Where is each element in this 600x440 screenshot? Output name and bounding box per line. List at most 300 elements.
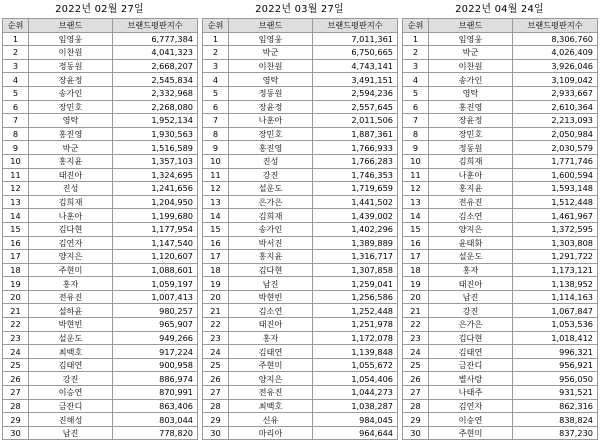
header-row [3, 19, 198, 33]
index-cell: 1,593,148 [513, 182, 598, 196]
rank-cell: 24 [3, 345, 29, 359]
table-row [3, 413, 198, 427]
rank-cell: 13 [403, 195, 429, 209]
index-cell: 2,030,579 [513, 141, 598, 155]
rank-cell: 24 [403, 345, 429, 359]
index-cell: 1,402,296 [313, 222, 398, 236]
rank-cell: 27 [403, 386, 429, 400]
brand-cell: 나훈아 [429, 168, 513, 182]
table-row [403, 358, 598, 372]
brand-cell: 진성 [229, 154, 313, 168]
index-cell: 1,259,041 [313, 277, 398, 291]
table-row [403, 413, 598, 427]
table-row [203, 46, 398, 60]
table-row [3, 86, 198, 100]
brand-cell: 남진 [429, 290, 513, 304]
brand-cell: 장민호 [429, 127, 513, 141]
rank-cell: 26 [403, 372, 429, 386]
table-row [403, 345, 598, 359]
index-cell: 1,120,607 [113, 250, 198, 264]
table-row [3, 141, 198, 155]
table-row [3, 46, 198, 60]
table-row [3, 195, 198, 209]
index-cell: 1,059,197 [113, 277, 198, 291]
brand-cell: 주현미 [429, 426, 513, 440]
brand-cell: 이찬원 [429, 59, 513, 73]
rank-cell: 20 [203, 290, 229, 304]
brand-cell: 강진 [29, 372, 113, 386]
index-cell: 1,251,978 [313, 318, 398, 332]
index-cell: 1,389,889 [313, 236, 398, 250]
index-cell: 1,173,121 [513, 263, 598, 277]
ranking-table [202, 18, 398, 440]
table-row [403, 290, 598, 304]
rank-cell: 27 [3, 386, 29, 400]
period-title: 2022년 03월 27일 [255, 4, 344, 15]
table-row [3, 154, 198, 168]
brand-cell: 장윤정 [29, 73, 113, 87]
brand-cell: 김희재 [29, 195, 113, 209]
index-cell: 2,610,364 [513, 100, 598, 114]
index-cell: 3,926,046 [513, 59, 598, 73]
brand-cell: 양지은 [229, 372, 313, 386]
brand-cell: 김소연 [229, 304, 313, 318]
index-cell: 1,512,448 [513, 195, 598, 209]
brand-cell: 진해성 [29, 413, 113, 427]
brand-cell: 김연자 [429, 399, 513, 413]
table-row [3, 222, 198, 236]
rank-cell: 23 [203, 331, 229, 345]
table-row [403, 168, 598, 182]
rank-cell: 24 [203, 345, 229, 359]
table-row [203, 318, 398, 332]
index-cell: 1,018,412 [513, 331, 598, 345]
brand-cell: 이찬원 [29, 46, 113, 60]
table-row [203, 32, 398, 46]
table-row [403, 195, 598, 209]
table-row [203, 386, 398, 400]
rank-cell: 7 [3, 114, 29, 128]
table-row [403, 263, 598, 277]
index-cell: 6,777,384 [113, 32, 198, 46]
rank-cell: 13 [203, 195, 229, 209]
rank-cell: 4 [3, 73, 29, 87]
rank-cell: 3 [403, 59, 429, 73]
rank-cell: 22 [203, 318, 229, 332]
ranking-table [2, 18, 198, 440]
rank-cell: 5 [3, 86, 29, 100]
brand-cell: 주현미 [229, 358, 313, 372]
rank-cell: 30 [3, 426, 29, 440]
rank-cell: 18 [3, 263, 29, 277]
table-row [203, 86, 398, 100]
rank-cell: 14 [3, 209, 29, 223]
index-cell: 1,172,078 [313, 331, 398, 345]
brand-cell: 이승연 [29, 386, 113, 400]
brand-cell: 홍자 [429, 263, 513, 277]
index-cell: 2,933,667 [513, 86, 598, 100]
index-cell: 2,050,984 [513, 127, 598, 141]
brand-cell: 주현미 [29, 263, 113, 277]
rank-cell: 19 [403, 277, 429, 291]
rank-cell: 7 [203, 114, 229, 128]
rank-cell: 12 [203, 182, 229, 196]
index-cell: 1,055,672 [313, 358, 398, 372]
brand-cell: 장윤정 [429, 114, 513, 128]
brand-cell: 설운도 [29, 331, 113, 345]
rank-cell: 1 [203, 32, 229, 46]
rank-cell: 26 [3, 372, 29, 386]
rank-cell: 9 [203, 141, 229, 155]
rank-cell: 6 [403, 100, 429, 114]
rank-cell: 17 [403, 250, 429, 264]
table-row [3, 73, 198, 87]
brand-cell: 김소연 [429, 209, 513, 223]
table-row [203, 168, 398, 182]
rank-cell: 10 [403, 154, 429, 168]
table-row [203, 182, 398, 196]
table-row [203, 250, 398, 264]
table-row [3, 32, 198, 46]
index-cell: 2,594,236 [313, 86, 398, 100]
rank-cell: 16 [3, 236, 29, 250]
rank-cell: 3 [203, 59, 229, 73]
rank-cell: 21 [3, 304, 29, 318]
table-row [3, 209, 198, 223]
brand-cell: 장민호 [29, 100, 113, 114]
table-row [403, 426, 598, 440]
index-cell: 1,372,595 [513, 222, 598, 236]
table-row [403, 100, 598, 114]
rank-cell: 21 [403, 304, 429, 318]
index-cell: 1,252,448 [313, 304, 398, 318]
brand-cell: 정동원 [429, 141, 513, 155]
table-row [403, 209, 598, 223]
rank-cell: 11 [403, 168, 429, 182]
index-cell: 863,406 [113, 399, 198, 413]
index-cell: 1,067,847 [513, 304, 598, 318]
brand-cell: 송가인 [429, 73, 513, 87]
rank-cell: 13 [3, 195, 29, 209]
rank-cell: 20 [403, 290, 429, 304]
index-cell: 900,958 [113, 358, 198, 372]
rank-cell: 18 [203, 263, 229, 277]
index-cell: 1,516,589 [113, 141, 198, 155]
brand-cell: 은가은 [429, 318, 513, 332]
index-cell: 1,930,563 [113, 127, 198, 141]
rank-cell: 16 [203, 236, 229, 250]
brand-cell: 홍지윤 [29, 154, 113, 168]
table-row [3, 318, 198, 332]
rank-cell: 1 [403, 32, 429, 46]
header-row [403, 19, 598, 33]
index-cell: 1,007,413 [113, 290, 198, 304]
rankings-container [2, 4, 598, 440]
rank-cell: 17 [203, 250, 229, 264]
index-cell: 1,307,858 [313, 263, 398, 277]
table-row [403, 127, 598, 141]
index-cell: 1,357,103 [113, 154, 198, 168]
table-row [403, 182, 598, 196]
index-cell: 2,557,645 [313, 100, 398, 114]
table-row [403, 304, 598, 318]
table-row [3, 304, 198, 318]
brand-cell: 남진 [229, 277, 313, 291]
rank-cell: 29 [203, 413, 229, 427]
index-cell: 803,044 [113, 413, 198, 427]
table-row [403, 46, 598, 60]
ranking-table [402, 18, 598, 440]
table-row [403, 372, 598, 386]
brand-cell: 임영웅 [429, 32, 513, 46]
brand-cell: 이찬원 [229, 59, 313, 73]
brand-cell: 박군 [429, 46, 513, 60]
index-cell: 2,332,968 [113, 86, 198, 100]
index-cell: 4,041,323 [113, 46, 198, 60]
index-cell: 1,291,722 [513, 250, 598, 264]
index-cell: 1,887,361 [313, 127, 398, 141]
table-row [203, 358, 398, 372]
table-row [203, 154, 398, 168]
brand-cell: 최백호 [229, 399, 313, 413]
table-row [203, 331, 398, 345]
brand-cell: 전유진 [429, 195, 513, 209]
table-row [3, 182, 198, 196]
brand-cell: 마리아 [229, 426, 313, 440]
index-cell: 1,766,283 [313, 154, 398, 168]
index-cell: 1,241,656 [113, 182, 198, 196]
index-cell: 1,177,954 [113, 222, 198, 236]
table-row [3, 399, 198, 413]
brand-cell: 홍자 [29, 277, 113, 291]
table-row [403, 222, 598, 236]
brand-header: 브랜드 [229, 19, 313, 33]
index-cell: 965,907 [113, 318, 198, 332]
period-title: 2022년 04월 24일 [455, 4, 544, 15]
rank-cell: 3 [3, 59, 29, 73]
brand-cell: 정동원 [29, 59, 113, 73]
index-cell: 1,139,848 [313, 345, 398, 359]
index-cell: 862,316 [513, 399, 598, 413]
rank-cell: 2 [203, 46, 229, 60]
brand-cell: 태진아 [429, 277, 513, 291]
index-header: 브랜드평판지수 [313, 19, 398, 33]
rank-header: 순위 [403, 19, 429, 33]
brand-cell: 박현빈 [29, 318, 113, 332]
index-cell: 7,011,361 [313, 32, 398, 46]
brand-header: 브랜드 [429, 19, 513, 33]
index-cell: 1,461,967 [513, 209, 598, 223]
brand-cell: 홍자 [229, 331, 313, 345]
index-cell: 837,230 [513, 426, 598, 440]
table-row [403, 331, 598, 345]
index-cell: 1,114,163 [513, 290, 598, 304]
index-cell: 1,038,287 [313, 399, 398, 413]
brand-cell: 김태연 [429, 345, 513, 359]
rank-cell: 14 [403, 209, 429, 223]
table-row [403, 250, 598, 264]
table-row [203, 413, 398, 427]
brand-cell: 설하윤 [29, 304, 113, 318]
table-row [3, 345, 198, 359]
rank-cell: 22 [3, 318, 29, 332]
brand-cell: 송가인 [29, 86, 113, 100]
rank-cell: 11 [3, 168, 29, 182]
brand-cell: 장윤정 [229, 100, 313, 114]
rank-cell: 4 [203, 73, 229, 87]
rank-cell: 30 [203, 426, 229, 440]
rank-cell: 6 [3, 100, 29, 114]
table-row [3, 114, 198, 128]
rank-cell: 7 [403, 114, 429, 128]
index-cell: 2,545,834 [113, 73, 198, 87]
brand-cell: 나훈아 [229, 114, 313, 128]
table-row [3, 426, 198, 440]
table-row [3, 250, 198, 264]
index-cell: 1,044,273 [313, 386, 398, 400]
table-row [403, 236, 598, 250]
table-row [403, 59, 598, 73]
brand-cell: 강진 [229, 168, 313, 182]
index-cell: 917,224 [113, 345, 198, 359]
brand-cell: 김다현 [429, 331, 513, 345]
index-cell: 1,316,717 [313, 250, 398, 264]
table-row [3, 127, 198, 141]
table-row [203, 195, 398, 209]
rank-cell: 17 [3, 250, 29, 264]
table-row [403, 32, 598, 46]
table-row [3, 290, 198, 304]
rank-cell: 18 [403, 263, 429, 277]
index-header: 브랜드평판지수 [513, 19, 598, 33]
table-row [403, 386, 598, 400]
brand-cell: 강진 [429, 304, 513, 318]
rank-cell: 19 [3, 277, 29, 291]
table-row [203, 59, 398, 73]
index-cell: 1,439,002 [313, 209, 398, 223]
table-row [203, 372, 398, 386]
rank-cell: 29 [403, 413, 429, 427]
brand-cell: 김다현 [29, 222, 113, 236]
rank-cell: 8 [203, 127, 229, 141]
brand-cell: 전유진 [229, 386, 313, 400]
brand-cell: 은가은 [229, 195, 313, 209]
table-row [403, 86, 598, 100]
table-row [403, 277, 598, 291]
brand-cell: 영탁 [429, 86, 513, 100]
rank-cell: 28 [203, 399, 229, 413]
brand-cell: 임영웅 [229, 32, 313, 46]
rank-cell: 27 [203, 386, 229, 400]
header-row [203, 19, 398, 33]
table-row [203, 222, 398, 236]
table-row [3, 168, 198, 182]
table-row [203, 345, 398, 359]
brand-cell: 설운도 [429, 250, 513, 264]
rank-cell: 22 [403, 318, 429, 332]
ranking-panel [2, 4, 197, 440]
ranking-panel [202, 4, 397, 440]
rank-cell: 1 [3, 32, 29, 46]
brand-cell: 이승연 [429, 413, 513, 427]
rank-cell: 15 [403, 222, 429, 236]
rank-cell: 16 [403, 236, 429, 250]
brand-cell: 김희재 [229, 209, 313, 223]
brand-cell: 금잔디 [29, 399, 113, 413]
index-cell: 6,750,665 [313, 46, 398, 60]
index-cell: 8,306,760 [513, 32, 598, 46]
table-row [203, 73, 398, 87]
index-cell: 886,974 [113, 372, 198, 386]
brand-cell: 신유 [229, 413, 313, 427]
table-row [403, 73, 598, 87]
table-row [203, 426, 398, 440]
rank-cell: 23 [403, 331, 429, 345]
rank-header: 순위 [203, 19, 229, 33]
rank-cell: 14 [203, 209, 229, 223]
rank-cell: 5 [403, 86, 429, 100]
index-cell: 870,991 [113, 386, 198, 400]
index-cell: 956,050 [513, 372, 598, 386]
brand-cell: 홍지윤 [229, 250, 313, 264]
brand-cell: 김다현 [229, 263, 313, 277]
rank-cell: 25 [403, 358, 429, 372]
index-cell: 4,026,409 [513, 46, 598, 60]
brand-cell: 김연자 [29, 236, 113, 250]
index-cell: 1,719,659 [313, 182, 398, 196]
brand-cell: 설운도 [229, 182, 313, 196]
table-row [203, 304, 398, 318]
rank-cell: 30 [403, 426, 429, 440]
table-row [3, 263, 198, 277]
brand-cell: 전유진 [29, 290, 113, 304]
table-row [3, 100, 198, 114]
table-row [203, 209, 398, 223]
index-cell: 2,213,093 [513, 114, 598, 128]
rank-cell: 15 [203, 222, 229, 236]
index-cell: 1,746,353 [313, 168, 398, 182]
brand-cell: 김희재 [429, 154, 513, 168]
brand-cell: 윤태화 [429, 236, 513, 250]
brand-cell: 양지은 [429, 222, 513, 236]
table-row [203, 399, 398, 413]
index-cell: 3,109,042 [513, 73, 598, 87]
index-cell: 1,600,594 [513, 168, 598, 182]
index-cell: 1,766,933 [313, 141, 398, 155]
index-cell: 1,303,808 [513, 236, 598, 250]
table-row [403, 114, 598, 128]
rank-cell: 6 [203, 100, 229, 114]
rank-cell: 8 [3, 127, 29, 141]
index-cell: 1,054,406 [313, 372, 398, 386]
table-row [403, 318, 598, 332]
rank-cell: 29 [3, 413, 29, 427]
index-header: 브랜드평판지수 [113, 19, 198, 33]
brand-cell: 정동원 [229, 86, 313, 100]
rank-cell: 2 [3, 46, 29, 60]
rank-cell: 11 [203, 168, 229, 182]
period-title: 2022년 02월 27일 [55, 4, 144, 15]
index-cell: 996,321 [513, 345, 598, 359]
table-row [403, 399, 598, 413]
rank-cell: 9 [403, 141, 429, 155]
brand-cell: 양지은 [29, 250, 113, 264]
brand-cell: 남진 [29, 426, 113, 440]
table-row [3, 236, 198, 250]
table-row [203, 277, 398, 291]
rank-cell: 12 [403, 182, 429, 196]
table-row [203, 114, 398, 128]
